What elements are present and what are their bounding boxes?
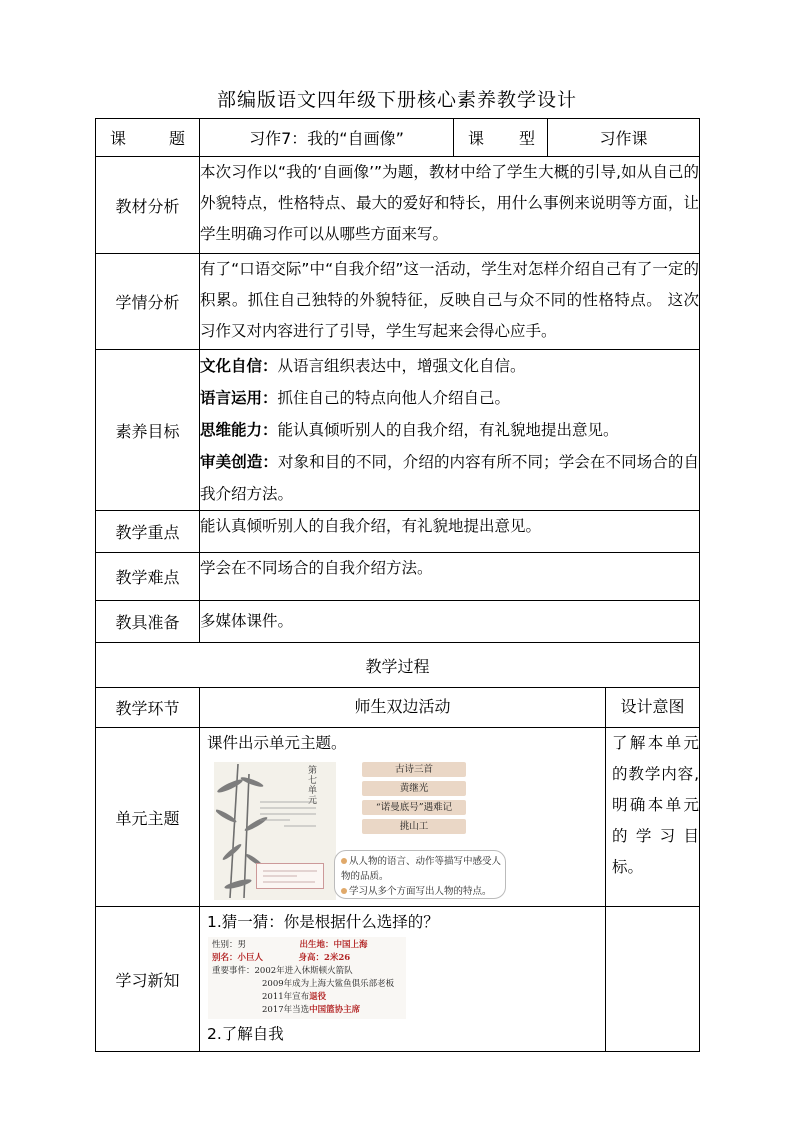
goal-item: 思维能力：能认真倾听别人的自我介绍，有礼貌地提出意见。 <box>200 421 619 439</box>
slide-goal-item: 从人物的语言、动作等描写中感受人物的品质。 <box>341 856 502 882</box>
goal-item: 语言运用：抓住自己的特点向他人介绍自己。 <box>200 389 511 407</box>
material-label: 教材分析 <box>96 157 200 254</box>
slide-unit-title: 第七单元 <box>308 766 318 806</box>
students-row <box>96 254 700 350</box>
profile-row: 2017年当选中国篮协主席 <box>262 1005 361 1015</box>
process-header-row <box>96 688 700 728</box>
new-learning-step2: 2.了解自我 <box>207 1025 284 1043</box>
slide-goal-bubble <box>334 850 506 899</box>
new-learning-row <box>96 907 700 1052</box>
unit-theme-label: 单元主题 <box>96 728 200 907</box>
material-row <box>96 157 700 254</box>
students-text: 有了“口语交际”中“自我介绍”这一活动，学生对怎样介绍自己有了一定的积累。抓住自己独特的外貌特征，反映自己与众不同的性格特点。 这次习作又对内容进行了引导，学生写起来会得心应手。 <box>200 254 700 350</box>
difficulty-text: 学会在不同场合的自我介绍方法。 <box>200 553 700 601</box>
key-point-row <box>96 511 700 553</box>
slide-lesson-tag: 古诗三首 <box>362 762 466 777</box>
unit-slide-image <box>210 760 512 902</box>
col-intent: 设计意图 <box>606 688 700 728</box>
header-row <box>96 119 700 157</box>
unit-theme-row <box>96 728 700 907</box>
document-title: 部编版语文四年级下册核心素养教学设计 <box>216 89 577 111</box>
new-learning-label: 学习新知 <box>96 907 200 1052</box>
course-label: 课 题 <box>110 129 185 148</box>
slide-poem-block <box>260 798 318 831</box>
slide-lesson-tag: 挑山工 <box>362 819 466 834</box>
unit-theme-intent: 了解本单元的教学内容,明确本单元的学习目标。 <box>606 728 700 907</box>
slide-note-block <box>256 863 324 889</box>
profile-row: 别名：小巨人 身高：2米26 <box>212 953 351 963</box>
type-label: 课 型 <box>468 129 535 148</box>
new-learning-activity <box>200 907 606 1052</box>
tools-row <box>96 601 700 643</box>
type-label-cell <box>454 119 548 157</box>
goals-cell <box>200 350 700 511</box>
difficulty-row <box>96 553 700 601</box>
course-label-cell <box>96 119 200 157</box>
goals-row <box>96 350 700 511</box>
slide-lesson-tag: 黄继光 <box>362 781 466 796</box>
key-point-text: 能认真倾听别人的自我介绍，有礼貌地提出意见。 <box>200 511 700 553</box>
bullet-dot-icon <box>341 888 347 894</box>
process-title: 教学过程 <box>96 643 700 688</box>
tools-label: 教具准备 <box>96 601 200 643</box>
course-value: 习作7：我的“自画像” <box>200 119 454 157</box>
new-learning-intent <box>606 907 700 1052</box>
difficulty-label: 教学难点 <box>96 553 200 601</box>
slide-poem-lines <box>260 798 316 828</box>
goal-item: 文化自信：从语言组织表达中，增强文化自信。 <box>200 357 526 375</box>
goal-item: 审美创造：对象和目的不同，介绍的内容有所不同；学会在不同场合的自我介绍方法。 <box>200 453 699 503</box>
profile-card-image <box>208 937 406 1019</box>
col-activity: 师生双边活动 <box>200 688 606 728</box>
bullet-dot-icon <box>341 858 347 864</box>
tools-text: 多媒体课件。 <box>200 601 700 643</box>
profile-row: 性别：男 出生地：中国上海 <box>212 940 368 950</box>
unit-theme-activity-text: 课件出示单元主题。 <box>207 734 347 752</box>
profile-row: 2011年宣布退役 <box>262 992 327 1002</box>
profile-row: 2009年成为上海大鲨鱼俱乐部老板 <box>262 979 395 989</box>
process-title-row <box>96 643 700 688</box>
new-learning-step1: 1.猜一猜：你是根据什么选择的？ <box>207 913 439 931</box>
type-value: 习作课 <box>548 119 700 157</box>
profile-row: 重要事件：2002年进入休斯顿火箭队 <box>212 966 353 976</box>
slide-lesson-tag: “诺曼底号”遇难记 <box>362 800 466 815</box>
slide-goal-item: 学习从多个方面写出人物的特点。 <box>341 884 501 899</box>
slide-note-lines <box>257 864 323 888</box>
lesson-plan-table <box>95 118 700 1052</box>
key-point-label: 教学重点 <box>96 511 200 553</box>
material-text: 本次习作以“我的‘自画像’”为题，教材中给了学生大概的引导,如从自己的外貌特点，性格特点、最大的爱好和特长，用什么事例来说明等方面，让学生明确习作可以从哪些方面来写。 <box>200 157 700 254</box>
unit-theme-activity <box>200 728 606 907</box>
col-stage: 教学环节 <box>96 688 200 728</box>
students-label: 学情分析 <box>96 254 200 350</box>
goals-label: 素养目标 <box>96 350 200 511</box>
